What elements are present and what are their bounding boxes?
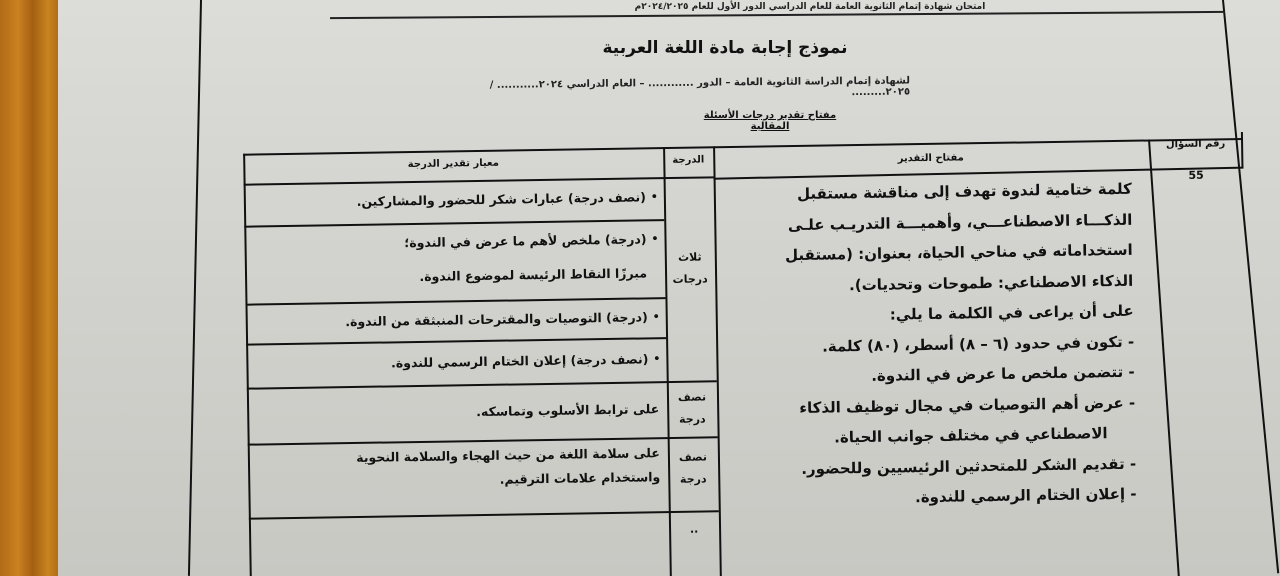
question-number: 55 <box>1188 168 1204 182</box>
document-title: نموذج إجابة مادة اللغة العربية <box>602 38 848 58</box>
grading-key-line: الذكـــاء الاصطناعـــي، وأهميـــة التدريـب علـى <box>787 210 1133 234</box>
grading-key-line: الذكاء الاصطناعي: طموحات وتحديات). <box>848 271 1134 294</box>
grading-key-line: - تتضمن ملخص ما عرض في الندوة. <box>871 362 1135 385</box>
grading-key-line: - إعلان الختام الرسمي للندوة. <box>914 484 1137 507</box>
grade-cell <box>667 386 718 431</box>
header-criteria: معيار تقدير الدرجة <box>407 157 499 171</box>
criteria-item <box>244 225 665 304</box>
criteria-item <box>246 345 666 386</box>
bullet-icon: • <box>652 310 660 324</box>
grade-text: نصف <box>678 450 708 464</box>
grading-key-line: كلمة ختامية لندوة تهدف إلى مناقشة مستقبل <box>796 179 1132 204</box>
grading-key-line: - تكون في حدود (٦ – ٨) أسطر، (٨٠) كلمة. <box>821 332 1135 356</box>
criteria-text: (درجة) التوصيات والمقترحات المنبثقة من الندوة. <box>345 309 648 330</box>
bullet-icon: • <box>651 232 659 246</box>
criteria-text: (نصف درجة) إعلان الختام الرسمي للندوة. <box>390 351 649 371</box>
grading-key-line: استخداماته في مناحي الحياة، بعنوان: (مستقبل <box>784 240 1133 265</box>
grading-key-line: - عرض أهم التوصيات في مجال توظيف الذكاء <box>799 393 1136 417</box>
grade-cell <box>669 518 719 541</box>
grade-cell <box>665 246 716 291</box>
criteria-item <box>248 441 669 516</box>
document-subtitle: لشهادة إتمام الدراسة الثانوية العامة – الدور ............ – العام الدراسي ٢٠٢٤........... / ٢٠٢٥......... <box>489 75 911 99</box>
grade-text: ثلاث <box>677 250 702 264</box>
criteria-text: (درجة) ملخص لأهم ما عرض في الندوة؛ <box>404 231 647 251</box>
criteria-text: (نصف درجة) عبارات شكر للحضور والمشاركين. <box>356 189 646 209</box>
criteria-item <box>246 303 666 344</box>
grade-text: درجة <box>679 472 707 486</box>
bullet-icon: • <box>653 352 661 366</box>
grade-text: درجات <box>672 272 708 286</box>
grading-key-line: الاصطناعي في مختلف جوانب الحياة. <box>834 424 1108 447</box>
grade-text: .. <box>689 522 699 536</box>
grading-key-line: على أن يراعى في الكلمة ما يلي: <box>889 301 1134 324</box>
criteria-text-continued: واستخدام علامات الترقيم. <box>499 469 661 487</box>
grading-key-line: - تقديم الشكر للمتحدثين الرئيسيين وللحضور. <box>801 454 1137 478</box>
exam-header: امتحان شهادة إتمام الثانوية العامة للعام الدراسي الدور الأول للعام ٢٠٢٤/٢٠٢٥م <box>634 2 986 12</box>
grading-key-title: مفتاح تقدير درجات الأسئلة المقالية <box>703 110 837 132</box>
criteria-item <box>244 183 665 226</box>
grading-key-content <box>714 174 1149 516</box>
wooden-desk-background <box>0 0 60 576</box>
criteria-text-continued: مبرزًا النقاط الرئيسة لموضوع الندوة. <box>419 265 648 284</box>
criteria-text: على سلامة اللغة من حيث الهجاء والسلامة النحوية <box>356 445 660 465</box>
header-grade: الدرجة <box>672 154 705 166</box>
grading-table <box>243 138 1250 576</box>
bullet-icon: • <box>650 190 658 204</box>
criteria-text: على ترابط الأسلوب وتماسكه. <box>476 401 660 420</box>
grade-text: درجة <box>678 412 706 426</box>
grade-text: نصف <box>677 390 707 404</box>
header-grading-key: مفتاح التقدير <box>897 152 964 165</box>
grade-cell <box>668 446 719 491</box>
header-question-number: رقم السؤال <box>1165 138 1226 151</box>
criteria-item <box>247 395 668 442</box>
column-divider <box>1148 139 1180 576</box>
